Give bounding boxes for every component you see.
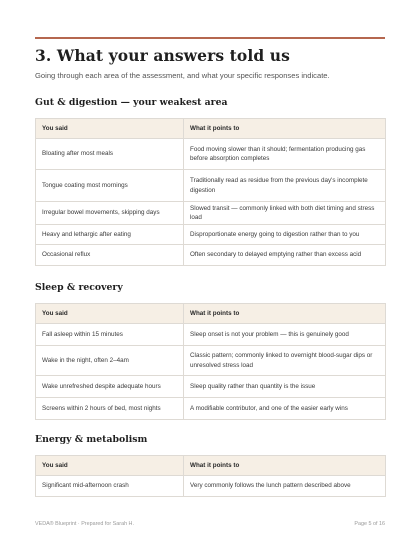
you-said-cell: Significant mid-afternoon crash (36, 476, 184, 497)
column-header-you-said: You said (36, 304, 184, 324)
you-said-cell: Heavy and lethargic after eating (36, 225, 184, 245)
table-header-row (36, 456, 386, 476)
you-said-cell: Irregular bowel movements, skipping days (36, 202, 184, 225)
points-to-cell: A modifiable contributor, and one of the easier early wins (184, 398, 386, 420)
you-said-cell: Occasional reflux (36, 245, 184, 266)
footer-page-number: Page 5 of 16 (354, 521, 385, 527)
table-row (36, 376, 386, 398)
you-said-cell: Fall asleep within 15 minutes (36, 324, 184, 346)
section-heading-sleep: Sleep & recovery (35, 282, 123, 293)
footer-document-label: VEDA® Blueprint · Prepared for Sarah H. (35, 521, 134, 527)
table-row (36, 245, 386, 266)
table-header-row (36, 119, 386, 139)
you-said-cell: Wake in the night, often 2–4am (36, 346, 184, 376)
column-header-points-to: What it points to (184, 304, 386, 324)
table-row (36, 202, 386, 225)
points-to-cell: Sleep quality rather than quantity is the issue (184, 376, 386, 398)
points-to-cell: Often secondary to delayed emptying rather than excess acid (184, 245, 386, 266)
table-row (36, 225, 386, 245)
section-heading-energy: Energy & metabolism (35, 434, 148, 445)
table-row (36, 398, 386, 420)
section-heading-gut: Gut & digestion — your weakest area (35, 97, 228, 108)
you-said-cell: Tongue coating most mornings (36, 170, 184, 202)
column-header-points-to: What it points to (184, 119, 386, 139)
table-row (36, 170, 386, 202)
title-rule (35, 37, 385, 39)
energy-table (35, 455, 386, 497)
column-header-you-said: You said (36, 119, 184, 139)
sleep-table (35, 303, 386, 420)
you-said-cell: Bloating after most meals (36, 139, 184, 170)
table-row (36, 324, 386, 346)
points-to-cell: Sleep onset is not your problem — this is genuinely good (184, 324, 386, 346)
points-to-cell: Traditionally read as residue from the previous day's incomplete digestion (184, 170, 386, 202)
column-header-you-said: You said (36, 456, 184, 476)
column-header-points-to: What it points to (184, 456, 386, 476)
gut-table (35, 118, 386, 266)
points-to-cell: Very commonly follows the lunch pattern described above (184, 476, 386, 497)
page-title: 3. What your answers told us (35, 46, 290, 65)
table-row (36, 139, 386, 170)
table-row (36, 346, 386, 376)
points-to-cell: Disproportionate energy going to digestion rather than to you (184, 225, 386, 245)
you-said-cell: Screens within 2 hours of bed, most nights (36, 398, 184, 420)
table-header-row (36, 304, 386, 324)
table-row (36, 476, 386, 497)
points-to-cell: Slowed transit — commonly linked with both diet timing and stress load (184, 202, 386, 225)
points-to-cell: Classic pattern; commonly linked to overnight blood-sugar dips or unresolved stress load (184, 346, 386, 376)
points-to-cell: Food moving slower than it should; fermentation producing gas before absorption completes (184, 139, 386, 170)
page-subtitle: Going through each area of the assessment, and what your specific responses indicate. (35, 71, 330, 80)
you-said-cell: Wake unrefreshed despite adequate hours (36, 376, 184, 398)
